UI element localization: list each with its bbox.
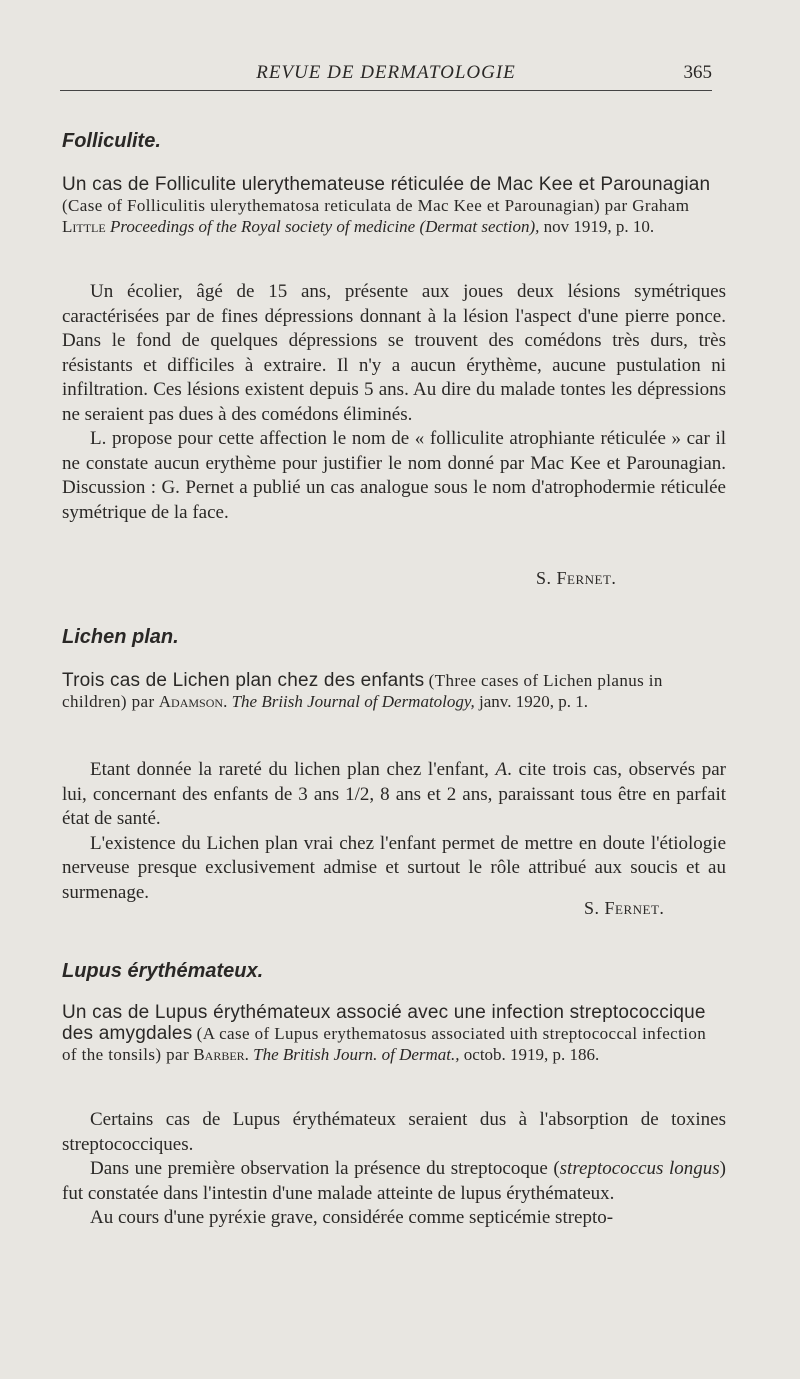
paragraph: L'existence du Lichen plan vrai chez l'enfant permet de mettre en doute l'étiologie nerveuse presque exclusivement admise et surtout le rôle attribué aux soucis et au surmenage. (62, 832, 726, 903)
entry-author: Adamson. (158, 692, 228, 711)
entry-journal: The British Journ. of Dermat., (253, 1045, 460, 1064)
entry-date: nov 1919, p. 10. (543, 217, 655, 236)
paragraph: Un écolier, âgé de 15 ans, présente aux joues deux lésions symétriques caractérisées par de fines dépressions donnant à la lésion l'aspect d'une pierre ponce. Dans le fond de quelques dépressions se trouvent des comédons très durs, très résistants et difficiles à extraire. Il n'y a aucun érythème, aucune pustulation ni infiltration. Ces lésions existent depuis 5 ans. Au dire du malade tontes les dépressions ne seraient pas dues à des comédons éliminés. (62, 281, 726, 425)
section-title-lupus: Lupus érythémateux. (62, 960, 264, 982)
entry-ref: (Case of Folliculitis ulerythematosa reticulata de Mac Kee et Parounagian) par Graham (62, 196, 690, 215)
paragraph (62, 1157, 726, 1206)
entry-journal: Proceedings of the Royal society of medicine (Dermat section), (109, 217, 540, 236)
entry-lichen (62, 670, 724, 712)
author-initial: A (495, 759, 508, 780)
section-title-folliculite: Folliculite. (62, 130, 161, 152)
entry-author: Barber. (193, 1045, 249, 1064)
paragraph (62, 758, 726, 832)
entry-journal: The Briish Journal of Dermatology, (231, 692, 475, 711)
signature: S. Fernet. (584, 898, 665, 918)
text-run: ) fut constatée dans l'intestin d'une malade atteinte de lupus érythémateux. (62, 1158, 726, 1204)
signature: S. Fernet. (536, 568, 617, 588)
running-title: REVUE DE DERMATOLOGIE (256, 62, 516, 83)
text-run: . cite trois cas, observés par lui, concernant des enfants de 3 ans 1/2, 8 ans et 2 ans, paraissant tous être en parfait état de santé. (62, 759, 726, 829)
body-lupus (62, 1108, 726, 1231)
entry-ref: (A case of Lupus erythematosus associated uith streptococcal infection of the tonsils) par (62, 1024, 707, 1064)
text-run: Etant donnée la rareté du lichen plan chez l'enfant, (90, 759, 489, 780)
entry-lead: Un cas de Folliculite ulerythemateuse réticulée de Mac Kee et Parounagian (62, 174, 711, 195)
entry-ref: (Three cases of Lichen planus in children) par (62, 671, 663, 711)
entry-date: octob. 1919, p. 186. (463, 1045, 600, 1064)
paragraph: Au cours d'une pyréxie grave, considérée comme septicémie strepto- (90, 1207, 614, 1228)
paragraph: Certains cas de Lupus érythémateux seraient dus à l'absorption de toxines streptococciques. (62, 1109, 726, 1155)
body-folliculite (62, 280, 726, 525)
body-lichen (62, 758, 726, 905)
species-name: streptococcus longus (559, 1158, 720, 1179)
text-run: Dans une première observation la présence du streptocoque ( (90, 1158, 560, 1179)
section-title-lichen: Lichen plan. (62, 626, 179, 648)
entry-lupus (62, 1002, 724, 1065)
page-number: 365 (683, 62, 712, 83)
entry-lead: Trois cas de Lichen plan chez des enfants (62, 670, 425, 691)
entry-author: Little (62, 217, 106, 236)
entry-lead: Un cas de Lupus érythémateux associé avec une infection streptococcique des amygdales (62, 1002, 706, 1044)
entry-folliculite (62, 174, 724, 237)
entry-date: janv. 1920, p. 1. (479, 692, 588, 711)
paragraph: L. propose pour cette affection le nom de « folliculite atrophiante réticulée » car il ne constate aucun erythème pour justifier le nom donné par Mac Kee et Parounagian. Discussion : G. Pernet a publié un cas analogue sous le nom d'atrophodermie réticulée symétrique de la face. (62, 428, 726, 523)
page-header (60, 60, 712, 91)
